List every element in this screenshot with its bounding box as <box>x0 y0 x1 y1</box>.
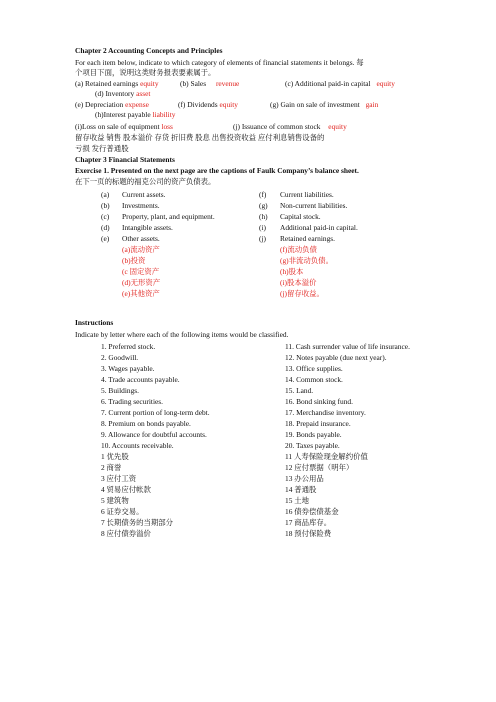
chapter3-exercise: Exercise 1. Presented on the next page are the captions of Faulk Company’s balance sheet. <box>75 166 359 175</box>
caption-letter: (a) <box>101 190 110 199</box>
list-item-cn: 8 应付债券溢价 <box>101 529 151 538</box>
item-h <box>95 110 175 119</box>
list-item: 12. Notes payable (due next year). <box>285 353 387 362</box>
item-j-label: (j) Issuance of common stock <box>233 122 321 131</box>
item-c-label: (c) Additional paid-in capital <box>285 79 371 88</box>
list-item: 11. Cash surrender value of life insurance. <box>285 342 410 351</box>
caption-letter: (b) <box>101 201 110 210</box>
item-j-answer: equity <box>328 122 347 131</box>
list-item-cn: 3 应付工资 <box>101 474 137 483</box>
list-item-cn: 7 长期债务的当期部分 <box>101 518 174 527</box>
caption-text: Retained earnings. <box>280 234 336 243</box>
caption-cn: (d)无形资产 <box>122 278 161 287</box>
list-item-cn: 1 优先股 <box>101 452 129 461</box>
chapter2-intro: For each item below, indicate to which category of elements of financial statements it belongs. 每 <box>75 58 364 67</box>
item-b-label: (b) Sales <box>180 79 207 88</box>
list-item-cn: 5 建筑物 <box>101 496 129 505</box>
item-d-label: (d) Inventory <box>95 89 135 98</box>
instructions-heading: Instructions <box>75 318 114 327</box>
list-item-cn: 6 证券交易。 <box>101 507 144 516</box>
caption-letter: (h) <box>259 212 268 221</box>
item-e <box>75 100 149 109</box>
list-item-cn: 12 应付票据（明年） <box>285 463 354 472</box>
caption-letter: (g) <box>259 201 268 210</box>
caption-letter: (e) <box>101 234 110 243</box>
list-item: 20. Taxes payable. <box>285 441 340 450</box>
list-item-cn: 14 普通股 <box>285 485 317 494</box>
item-f <box>178 100 238 109</box>
caption-text: Capital stock. <box>280 212 321 221</box>
caption-cn: (a)流动资产 <box>122 245 160 254</box>
caption-text: Other assets. <box>122 234 160 243</box>
list-item-cn: 13 办公用品 <box>285 474 324 483</box>
list-item: 6. Trading securities. <box>101 397 163 406</box>
instructions-text: Indicate by letter where each of the following items would be classified. <box>75 330 289 339</box>
list-item: 19. Bonds payable. <box>285 430 342 439</box>
item-b-answer: revenue <box>215 79 240 88</box>
item-g <box>270 100 378 109</box>
caption-text: Current assets. <box>122 190 166 199</box>
chapter3-title: Chapter 3 Financial Statements <box>75 155 175 164</box>
list-item-cn: 11 人寿保险现金解约价值 <box>285 452 368 461</box>
item-j <box>233 122 347 131</box>
list-item-cn: 16 债券偿债基金 <box>285 507 339 516</box>
item-a-label: (a) Retained earnings <box>75 79 139 88</box>
item-b <box>180 79 239 88</box>
list-item-cn: 15 土地 <box>285 496 310 505</box>
list-item: 3. Wages payable. <box>101 364 155 373</box>
item-g-label: (g) Gain on sale of investment <box>270 100 360 109</box>
item-c <box>285 79 395 88</box>
item-h-answer: liability <box>152 110 176 119</box>
list-item: 18. Prepaid insurance. <box>285 419 351 428</box>
item-a-answer: equity <box>140 79 159 88</box>
caption-cn: (g)非流动负债。 <box>280 256 333 265</box>
list-item: 13. Office supplies. <box>285 364 343 373</box>
list-item: 7. Current portion of long-term debt. <box>101 408 210 417</box>
caption-text: Additional paid-in capital. <box>280 223 358 232</box>
caption-text: Property, plant, and equipment. <box>122 212 215 221</box>
list-item: 9. Allowance for doubtful accounts. <box>101 430 207 439</box>
item-i-label: (i)Loss on sale of equipment <box>75 122 160 131</box>
list-item: 1. Preferred stock. <box>101 342 156 351</box>
item-a <box>75 79 159 88</box>
item-f-answer: equity <box>219 100 238 109</box>
caption-cn: (h)股本 <box>280 267 304 276</box>
item-d <box>95 89 150 98</box>
caption-cn: (c 固定资产 <box>122 267 160 276</box>
list-item-cn: 2 商誉 <box>101 463 122 472</box>
list-item: 15. Land. <box>285 386 314 395</box>
caption-cn: (j)留存收益。 <box>280 289 324 298</box>
list-item: 17. Merchandise inventory. <box>285 408 366 417</box>
caption-letter: (d) <box>101 223 110 232</box>
list-item: 16. Bond sinking fund. <box>285 397 353 406</box>
chapter2-cn-terms-2: 亏损 发行普通股 <box>75 144 129 153</box>
list-item: 14. Common stock. <box>285 375 343 384</box>
caption-letter: (f) <box>259 190 267 199</box>
item-i <box>75 122 173 131</box>
caption-cn: (f)流动负债 <box>280 245 317 254</box>
list-item-cn: 4 贸易应付帐款 <box>101 485 151 494</box>
list-item-cn: 17 商品库存。 <box>285 518 332 527</box>
list-item: 2. Goodwill. <box>101 353 139 362</box>
caption-text: Current liabilities. <box>280 190 334 199</box>
list-item: 5. Buildings. <box>101 386 139 395</box>
item-g-answer: gain <box>365 100 379 109</box>
caption-text: Non-current liabilities. <box>280 201 348 210</box>
caption-cn: (b)投资 <box>122 256 146 265</box>
caption-letter: (c) <box>101 212 110 221</box>
item-e-label: (e) Depreciation <box>75 100 124 109</box>
chapter3-exercise-cn: 在下一页的标题的福克公司的资产负债表。 <box>75 177 216 186</box>
caption-cn: (i)股本溢价 <box>280 278 317 287</box>
list-item: 4. Trade accounts payable. <box>101 375 180 384</box>
chapter2-cn-terms: 留存收益 销售 股本溢价 存货 折旧费 股息 出售投资收益 应付利息销售设备的 <box>75 133 325 142</box>
caption-text: Investments. <box>122 201 160 210</box>
item-c-answer: equity <box>376 79 395 88</box>
item-i-answer: loss <box>161 122 173 131</box>
caption-text: Intangible assets. <box>122 223 173 232</box>
list-item: 8. Premium on bonds payable. <box>101 419 191 428</box>
caption-cn: (e)其他资产 <box>122 289 160 298</box>
list-item-cn: 18 预付保险费 <box>285 529 332 538</box>
caption-letter: (i) <box>259 223 266 232</box>
item-h-label: (h)Interest payable <box>95 110 151 119</box>
chapter2-intro-cn: 个项目下面，说明这类财务报表要素属于。 <box>75 68 216 77</box>
item-e-answer: expense <box>125 100 149 109</box>
item-d-answer: asset <box>136 89 151 98</box>
list-item: 10. Accounts receivable. <box>101 441 174 450</box>
chapter2-title: Chapter 2 Accounting Concepts and Principles <box>75 46 223 55</box>
caption-letter: (j) <box>259 234 266 243</box>
item-f-label: (f) Dividends <box>178 100 218 109</box>
